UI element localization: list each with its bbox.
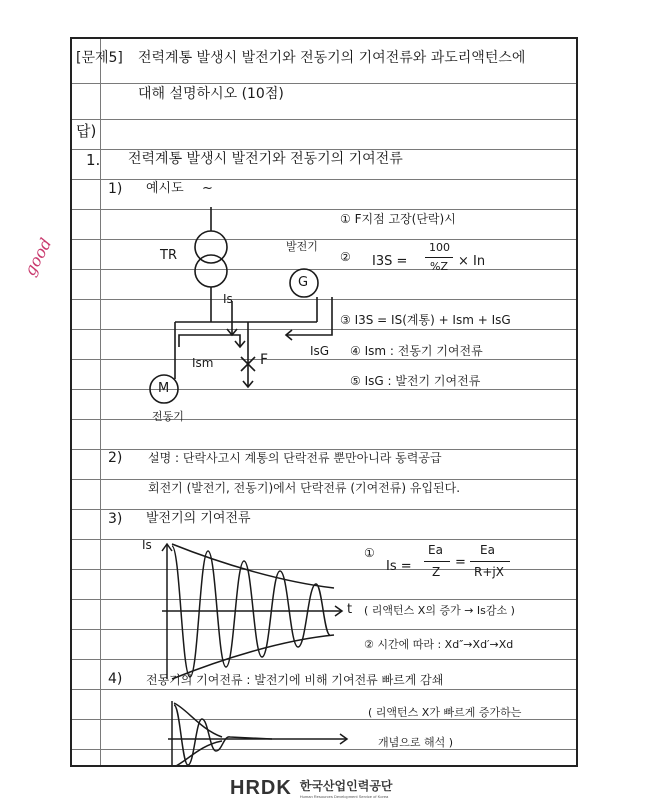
note-2-lhs: I3S =	[372, 254, 408, 269]
formula-1-number: ①	[364, 546, 375, 560]
formula-1-top-1: Ea	[428, 543, 443, 557]
note-3: ③ I3S = IS(계통) + Ism + IsG	[340, 313, 511, 327]
lower-envelope	[174, 741, 222, 767]
graph-y-label: Is	[142, 538, 152, 552]
section-title: 전력계통 발생시 발전기와 전동기의 기여전류	[128, 151, 403, 167]
subsection-number: 2)	[108, 450, 123, 466]
subsection-title: 예시도	[146, 181, 184, 196]
hrdk-logo: HRDK	[230, 776, 292, 799]
generator-title: 발전기	[286, 240, 318, 253]
formula-1-bottom-2: R+jX	[474, 565, 504, 579]
note-2-number: ②	[340, 250, 351, 264]
note-2-denominator: %Z	[430, 260, 448, 273]
note-5: ⑤ IsG : 발전기 기여전류	[350, 374, 481, 388]
question-line-2: 대해 설명하시오 (10점)	[138, 86, 284, 102]
formula-1-top-2: Ea	[480, 543, 495, 557]
question-line-1: 전력계통 발생시 발전기와 전동기의 기여전류와 과도리액턴스에	[138, 50, 526, 66]
answer-label: 답)	[76, 122, 97, 140]
footer	[230, 777, 393, 799]
ism-label: Ism	[192, 356, 214, 370]
formula-1-equals: =	[455, 555, 466, 570]
motor-title: 전동기	[152, 410, 184, 423]
transformer-label: TR	[160, 248, 177, 263]
generator-label: G	[298, 275, 309, 290]
motor-note-2: 개념으로 해석 )	[378, 736, 454, 749]
graph-x-label: t	[347, 602, 353, 617]
subsection-number: 3)	[108, 511, 123, 527]
section-number: 1.	[86, 151, 101, 169]
note-4: ④ Ism : 전동기 기여전류	[350, 344, 483, 358]
explanation-line-2: 회전기 (발전기, 전동기)에서 단락전류 (기여전류) 유입된다.	[148, 481, 461, 495]
grader-mark: good	[20, 234, 56, 279]
organization-subtitle: Human Resources Development Service of Korea	[299, 794, 389, 799]
question-label: [문제5]	[76, 50, 123, 66]
motor-note-1: ( 리액턴스 X가 빠르게 증가하는	[368, 706, 522, 719]
formula-1-bottom-1: Z	[432, 565, 441, 579]
answer-sheet	[70, 37, 578, 767]
subsection-number: 4)	[108, 671, 123, 687]
ac-source-symbol: ~	[202, 181, 213, 196]
formula-note-1: ( 리액턴스 X의 증가 → Is감소 )	[364, 604, 515, 617]
subsection-title: 전동기의 기여전류 : 발전기에 비해 기여전류 빠르게 감쇄	[146, 673, 444, 687]
footer-text	[300, 777, 393, 799]
motor-label: M	[158, 381, 170, 396]
note-2-numerator: 100	[429, 241, 450, 254]
formula-note-2: ② 시간에 따라 : Xd″→Xd′→Xd	[364, 638, 514, 651]
formula-1-lhs: Is =	[386, 559, 412, 574]
organization-name: 한국산업인력공단	[299, 779, 393, 793]
isg-label: IsG	[310, 344, 330, 358]
note-1: ① F지점 고장(단락)시	[340, 212, 456, 226]
subsection-number: 1)	[108, 181, 123, 197]
is-label: Is	[223, 292, 233, 306]
fault-label: F	[260, 352, 269, 368]
motor-current-graph	[72, 39, 578, 767]
note-2-rhs: × In	[458, 254, 486, 269]
subsection-title: 발전기의 기여전류	[146, 511, 251, 526]
explanation-line-1: 설명 : 단락사고시 계통의 단락전류 뿐만아니라 동력공급	[148, 451, 442, 465]
